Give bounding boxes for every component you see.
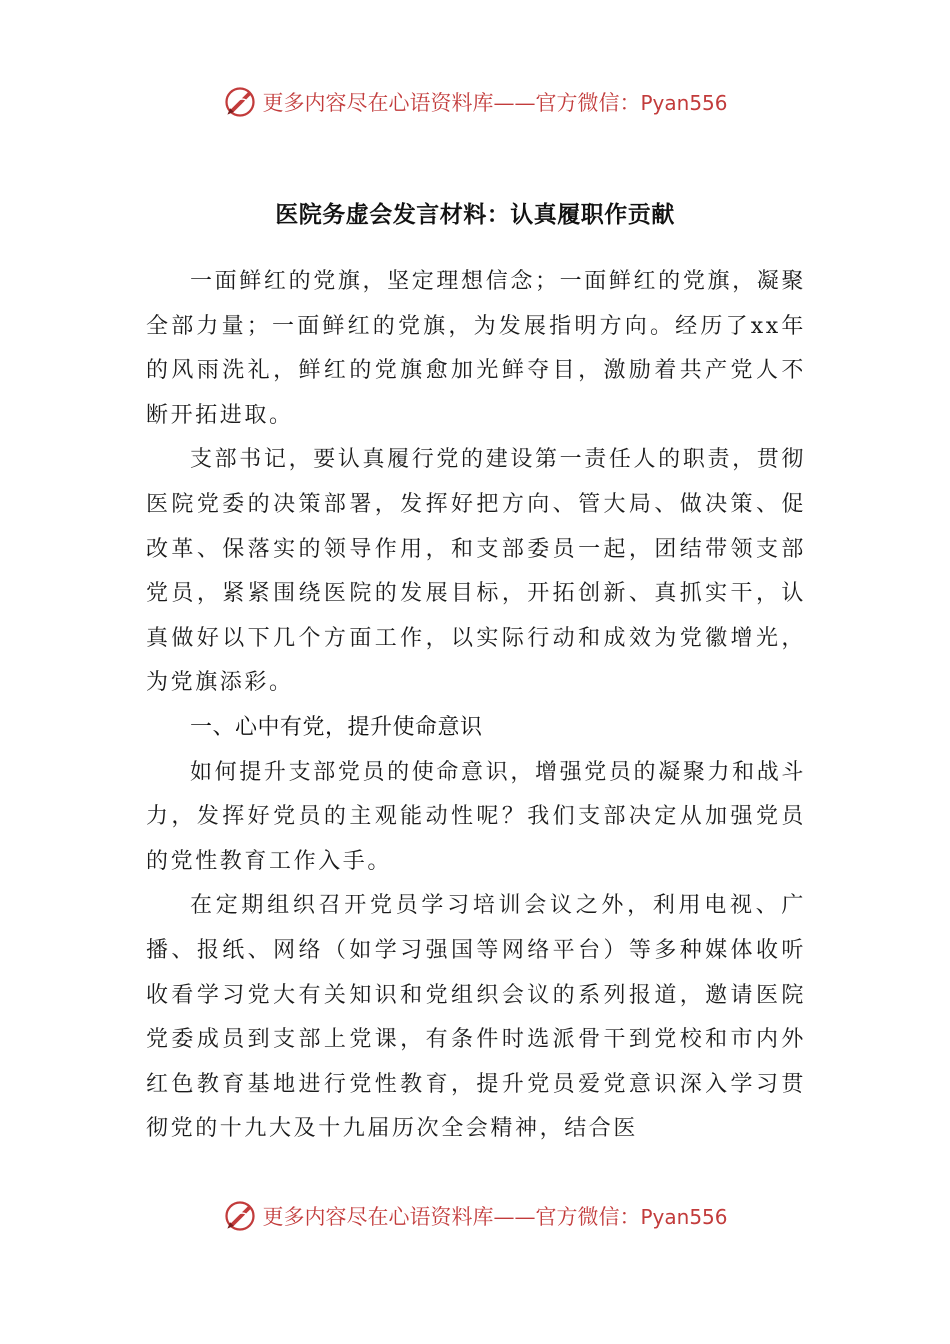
paragraph: 一面鲜红的党旗，坚定理想信念；一面鲜红的党旗，凝聚全部力量；一面鲜红的党旗，为发展指明方向。经历了xx年的风雨洗礼，鲜红的党旗愈加光鲜夺目，激励着共产党人不断开拓进取。 <box>146 269 806 428</box>
watermark-wechat-id: Pyan556 <box>640 91 728 115</box>
watermark-text <box>262 1201 727 1231</box>
footer-watermark <box>0 1196 950 1236</box>
header-watermark <box>0 82 950 122</box>
watermark-wechat-label: 官方微信： <box>535 1205 641 1229</box>
pen-logo-icon <box>222 1198 258 1234</box>
document-title: 医院务虚会发言材料：认真履职作贡献 <box>275 202 675 228</box>
watermark-wechat-label: 官方微信： <box>535 91 641 115</box>
pen-logo-icon <box>222 84 258 120</box>
watermark-dash: —— <box>493 91 536 115</box>
paragraph: 支部书记，要认真履行党的建设第一责任人的职责，贯彻医院党委的决策部署，发挥好把方向、管大局、做决策、促改革、保落实的领导作用，和支部委员一起，团结带领支部党员，紧紧围绕医院的发展目标，开拓创新、真抓实干，认真做好以下几个方面工作，以实际行动和成效为党徽增光，为党旗添彩。 <box>146 447 806 696</box>
paragraph: 在定期组织召开党员学习培训会议之外，利用电视、广播、报纸、网络（如学习强国等网络平台）等多种媒体收听收看学习党大有关知识和党组织会议的系列报道，邀请医院党委成员到支部上党课，有条件时选派骨干到党校和市内外红色教育基地进行党性教育，提升党员爱党意识深入学习贯彻党的十九大及十九届历次全会精神，结合医 <box>146 893 806 1142</box>
watermark-text <box>262 87 727 117</box>
watermark-brand: 更多内容尽在心语资料库 <box>262 91 494 115</box>
paragraph: 如何提升支部党员的使命意识，增强党员的凝聚力和战斗力，发挥好党员的主观能动性呢？我们支部决定从加强党员的党性教育工作入手。 <box>146 759 806 874</box>
watermark-dash: —— <box>493 1205 536 1229</box>
section-heading: 一、心中有党，提升使命意识 <box>190 714 483 740</box>
document-body <box>146 260 806 1152</box>
watermark-brand: 更多内容尽在心语资料库 <box>262 1205 494 1229</box>
watermark-wechat-id: Pyan556 <box>640 1205 728 1229</box>
